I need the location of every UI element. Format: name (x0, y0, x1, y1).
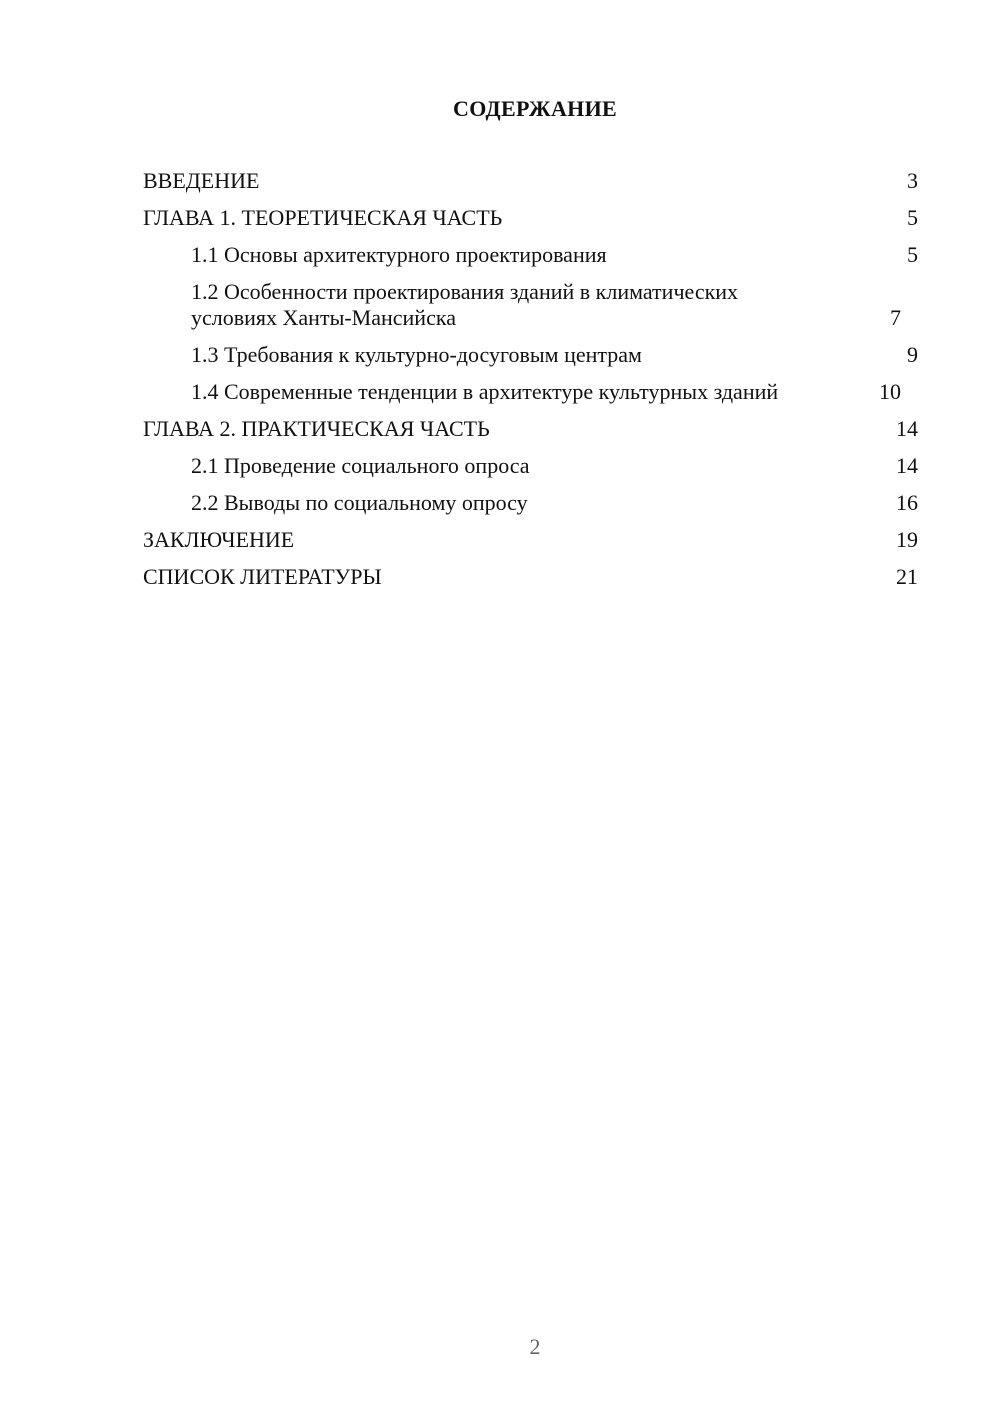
toc-entry-page: 19 (896, 527, 918, 552)
toc-entry-section-1-4[interactable] (143, 379, 918, 405)
toc-entry-page: 14 (896, 416, 918, 441)
toc-entry-page: 9 (907, 342, 918, 367)
toc-entry-page: 7 (890, 305, 901, 330)
toc-entry-label: ГЛАВА 2. ПРАКТИЧЕСКАЯ ЧАСТЬ (143, 416, 490, 441)
toc-entry-page: 14 (896, 453, 918, 478)
toc-entry-label: 1.2 Особенности проектирования зданий в климатических условиях Ханты-Мансийска (191, 279, 739, 330)
toc-entry-page: 5 (907, 205, 918, 230)
toc-entry-label: 2.2 Выводы по социальному опросу (191, 490, 528, 515)
toc-entry-page: 21 (896, 564, 918, 589)
table-of-contents (143, 168, 918, 601)
page-title: СОДЕРЖАНИЕ (453, 96, 617, 121)
toc-entry-section-1-1[interactable] (143, 242, 918, 268)
toc-entry-page: 10 (879, 379, 901, 404)
toc-entry-section-2-2[interactable] (143, 490, 918, 516)
toc-entry-chapter-1[interactable] (143, 205, 918, 231)
page-number: 2 (529, 1334, 541, 1359)
toc-entry-section-1-2[interactable] (143, 279, 918, 331)
toc-entry-page: 16 (896, 490, 918, 515)
toc-entry-label: СПИСОК ЛИТЕРАТУРЫ (143, 564, 382, 589)
toc-entry-section-2-1[interactable] (143, 453, 918, 479)
toc-entry-page: 3 (907, 168, 918, 193)
toc-entry-label: ВВЕДЕНИЕ (143, 168, 260, 193)
toc-entry-label: 2.1 Проведение социального опроса (191, 453, 530, 478)
toc-entry-chapter-2[interactable] (143, 416, 918, 442)
toc-entry-label: ЗАКЛЮЧЕНИЕ (143, 527, 295, 552)
toc-entry-label: 1.1 Основы архитектурного проектирования (191, 242, 607, 267)
toc-entry-label: 1.3 Требования к культурно-досуговым центрам (191, 342, 642, 367)
toc-entry-references[interactable] (143, 564, 918, 590)
toc-entry-introduction[interactable] (143, 168, 918, 194)
toc-entry-label: ГЛАВА 1. ТЕОРЕТИЧЕСКАЯ ЧАСТЬ (143, 205, 503, 230)
toc-entry-section-1-3[interactable] (143, 342, 918, 368)
toc-entry-label: 1.4 Современные тенденции в архитектуре культурных зданий (191, 379, 779, 404)
toc-entry-conclusion[interactable] (143, 527, 918, 553)
toc-entry-page: 5 (907, 242, 918, 267)
